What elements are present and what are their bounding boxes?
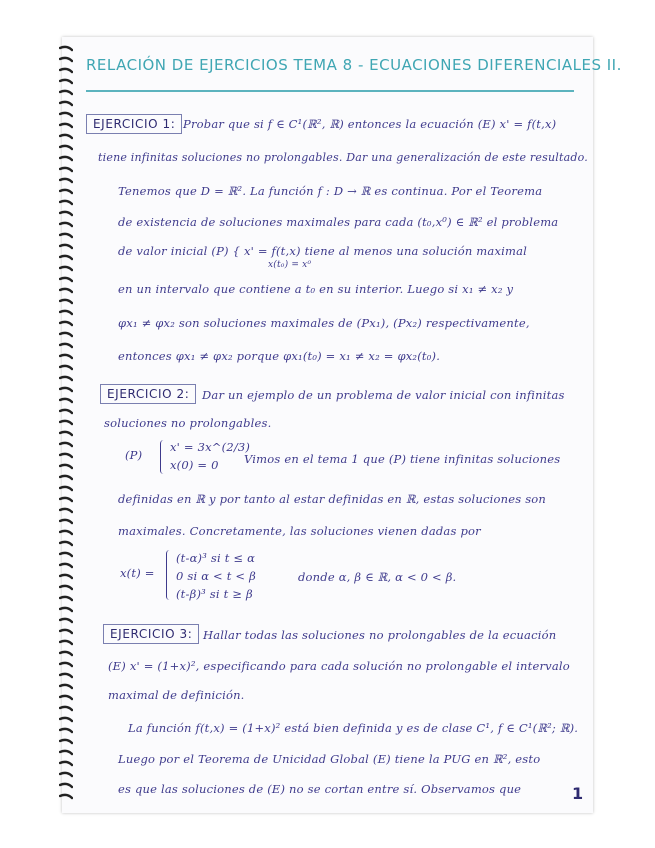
spiral-ring [60, 102, 72, 105]
spiral-ring [60, 256, 72, 259]
exercise-3-body-line-2: Luego por el Teorema de Unicidad Global (E) tiene la PUG en ℝ², esto [118, 752, 541, 766]
page-title: RELACIÓN DE EJERCICIOS TEMA 8 - ECUACIONES DIFERENCIALES II. [86, 56, 622, 74]
spiral-ring [60, 487, 72, 490]
spiral-ring [60, 322, 72, 325]
spiral-ring [60, 377, 72, 380]
spiral-ring [60, 586, 72, 589]
exercise-2-statement-line-2: soluciones no prolongables. [104, 416, 272, 430]
spiral-ring [60, 388, 72, 391]
exercise-3-body-line-3: es que las soluciones de (E) no se cortan entre sí. Observamos que [118, 782, 522, 796]
spiral-ring [60, 740, 72, 743]
spiral-ring [60, 212, 72, 215]
spiral-ring [60, 465, 72, 468]
exercise-2-system-ic: x(0) = 0 [170, 458, 219, 472]
spiral-ring [60, 784, 72, 787]
exercise-1-statement-line-2: tiene infinitas soluciones no prolongables. Dar una generalización de este resultado. [98, 150, 588, 164]
spiral-ring [60, 91, 72, 94]
spiral-ring [60, 663, 72, 666]
spiral-ring [60, 443, 72, 446]
spiral-ring [60, 476, 72, 479]
spiral-ring [60, 135, 72, 138]
spiral-ring [60, 300, 72, 303]
exercise-1-body-line-4: en un intervalo que contiene a t₀ en su interior. Luego si x₁ ≠ x₂ y [118, 282, 514, 296]
spiral-ring [60, 80, 72, 83]
spiral-ring [60, 366, 72, 369]
exercise-2-body-line-1: Vimos en el tema 1 que (P) tiene infinitas soluciones [244, 452, 561, 466]
spiral-ring [60, 674, 72, 677]
exercise-3-statement-line-2: (E) x' = (1+x)², especificando para cada solución no prolongable el intervalo [108, 659, 570, 673]
spiral-ring [60, 432, 72, 435]
spiral-ring [60, 685, 72, 688]
spiral-ring [60, 454, 72, 457]
spiral-ring [60, 146, 72, 149]
spiral-ring [60, 564, 72, 567]
spiral-ring [60, 707, 72, 710]
exercise-2-piecewise-note: donde α, β ∈ ℝ, α < 0 < β. [298, 570, 457, 584]
exercise-2-piecewise-case-1: (t-α)³ si t ≤ α [176, 551, 256, 565]
spiral-ring [60, 190, 72, 193]
spiral-ring [60, 597, 72, 600]
exercise-2-body-line-2: definidas en ℝ y por tanto al estar definidas en ℝ, estas soluciones son [118, 492, 547, 506]
exercise-1-body-line-5: φx₁ ≠ φx₂ son soluciones maximales de (Px₁), (Px₂) respectivamente, [118, 316, 530, 330]
spiral-ring [60, 267, 72, 270]
spiral-ring [60, 58, 72, 61]
spiral-ring [60, 718, 72, 721]
spiral-ring [60, 333, 72, 336]
spiral-ring [60, 509, 72, 512]
exercise-2-system-label: (P) [125, 448, 143, 462]
spiral-ring [60, 751, 72, 754]
spiral-ring [60, 520, 72, 523]
page-number: 1 [572, 784, 584, 803]
spiral-ring [60, 542, 72, 545]
spiral-ring [60, 344, 72, 347]
spiral-ring [60, 311, 72, 314]
exercise-3-label: EJERCICIO 3: [103, 624, 199, 644]
spiral-ring [60, 399, 72, 402]
spiral-ring [60, 762, 72, 765]
exercise-1-body-line-6: entonces φx₁ ≠ φx₂ porque φx₁(t₀) = x₁ ≠ x₂ = φx₂(t₀). [118, 349, 441, 363]
exercise-2-body-line-3: maximales. Concretamente, las soluciones vienen dadas por [118, 524, 481, 538]
exercise-2-system-eq: x' = 3x^(2/3) [170, 440, 251, 454]
spiral-ring [60, 696, 72, 699]
exercise-2-piecewise-brace [166, 550, 173, 600]
exercise-3-statement-line-3: maximal de definición. [108, 688, 245, 702]
exercise-1-ivp-initial-condition: x(t₀) = x⁰ [268, 260, 312, 270]
spiral-ring [60, 410, 72, 413]
spiral-ring [60, 124, 72, 127]
spiral-ring [60, 179, 72, 182]
spiral-ring [60, 355, 72, 358]
spiral-binding [59, 44, 73, 804]
title-underline [86, 90, 574, 92]
spiral-ring [60, 168, 72, 171]
spiral-ring [60, 795, 72, 798]
exercise-1-statement-line-1: Probar que si f ∈ C¹(ℝ², ℝ) entonces la ecuación (E) x' = f(t,x) [183, 117, 557, 131]
exercise-1-body-line-3: de valor inicial (P) { x' = f(t,x) tiene al menos una solución maximal [118, 244, 528, 258]
spiral-ring [60, 223, 72, 226]
spiral-ring [60, 69, 72, 72]
exercise-3-statement-line-1: Hallar todas las soluciones no prolongables de la ecuación [203, 628, 557, 642]
exercise-2-statement-line-1: Dar un ejemplo de un problema de valor inicial con infinitas [202, 388, 565, 402]
spiral-ring [60, 729, 72, 732]
exercise-2-label: EJERCICIO 2: [100, 384, 196, 404]
spiral-ring [60, 113, 72, 116]
spiral-ring [60, 289, 72, 292]
exercise-2-piecewise-case-2: 0 si α < t < β [176, 569, 256, 583]
spiral-ring [60, 773, 72, 776]
spiral-ring [60, 608, 72, 611]
exercise-2-piecewise-label: x(t) = [120, 566, 155, 580]
spiral-ring [60, 531, 72, 534]
spiral-ring [60, 245, 72, 248]
spiral-ring [60, 641, 72, 644]
spiral-ring [60, 201, 72, 204]
exercise-2-piecewise-case-3: (t-β)³ si t ≥ β [176, 587, 253, 601]
spiral-ring [60, 47, 72, 50]
spiral-ring [60, 630, 72, 633]
spiral-ring [60, 421, 72, 424]
spiral-ring [60, 575, 72, 578]
spiral-ring [60, 652, 72, 655]
spiral-ring [60, 619, 72, 622]
exercise-1-body-line-1: Tenemos que D = ℝ². La función f : D → ℝ es continua. Por el Teorema [118, 184, 543, 198]
exercise-2-system-brace [160, 440, 167, 474]
spiral-ring [60, 234, 72, 237]
exercise-1-body-line-2: de existencia de soluciones maximales para cada (t₀,x⁰) ∈ ℝ² el problema [118, 215, 559, 229]
spiral-ring [60, 553, 72, 556]
exercise-1-label: EJERCICIO 1: [86, 114, 182, 134]
spiral-ring [60, 157, 72, 160]
spiral-ring [60, 278, 72, 281]
exercise-3-body-line-1: La función f(t,x) = (1+x)² está bien definida y es de clase C¹, f ∈ C¹(ℝ²; ℝ). [128, 721, 579, 735]
spiral-ring [60, 498, 72, 501]
